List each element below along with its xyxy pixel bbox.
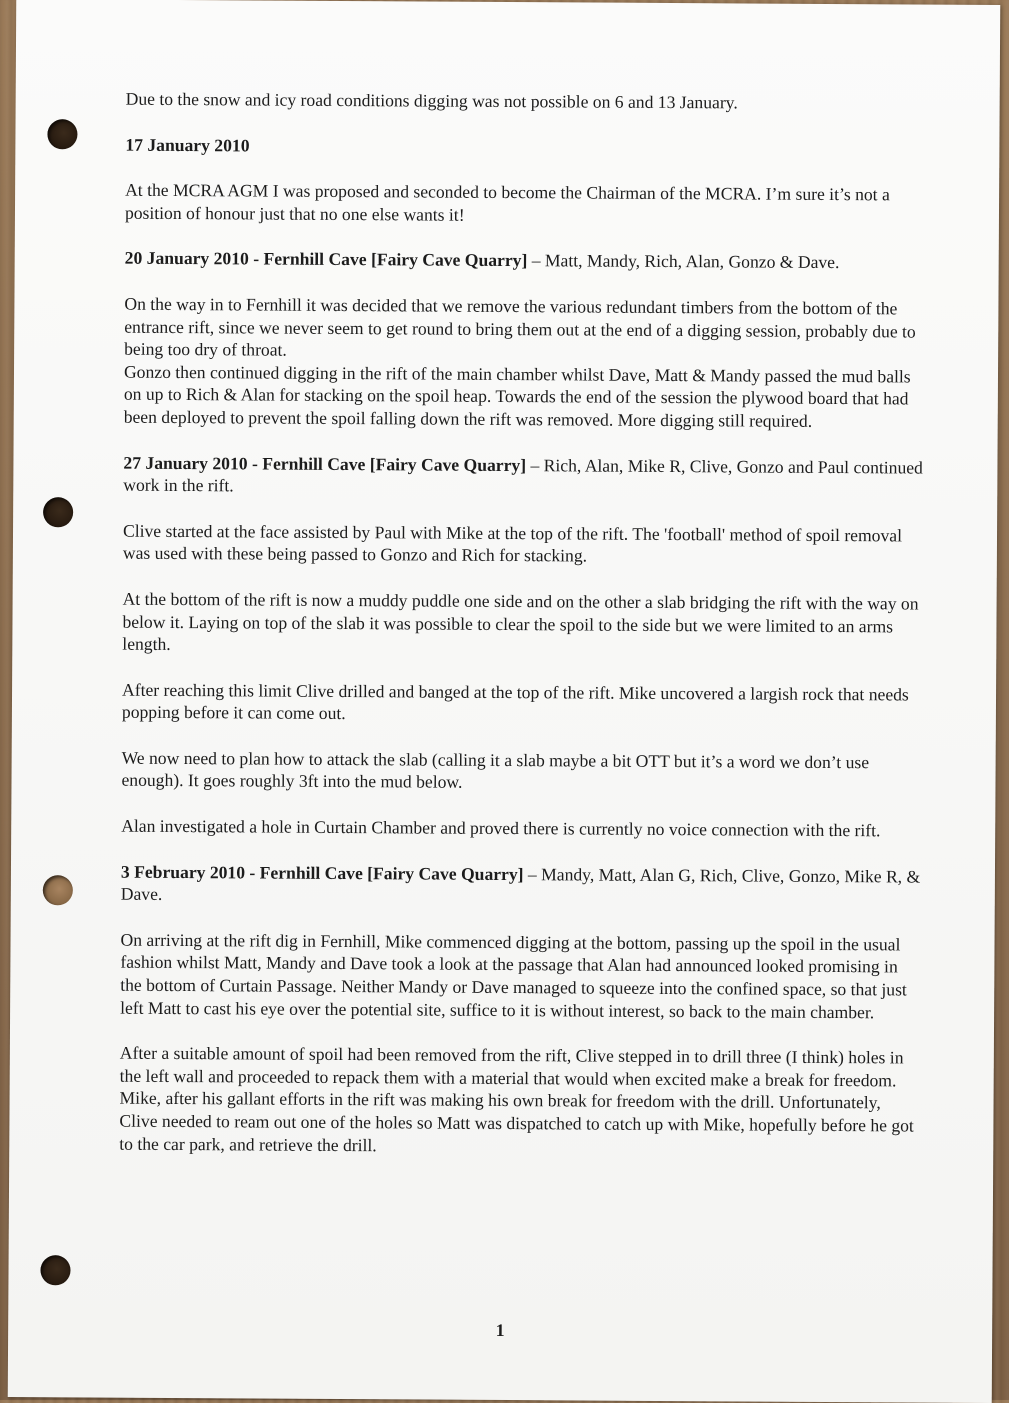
punch-hole-1 — [47, 119, 77, 149]
entry-27-jan-paragraph-4: We now need to plan how to attack the slab (calling it a slab maybe a bit OTT but it’s a word we don’t use enough). It goes roughly 3ft into the mud below. — [121, 747, 870, 793]
page-number: 1 — [495, 1319, 505, 1341]
entry-20-jan-title: 20 January 2010 - Fernhill Cave [Fairy Cave Quarry] — [124, 248, 528, 271]
entry-heading-3-feb — [121, 860, 921, 910]
entry-20-jan-paragraph-2: Gonzo then continued digging in the rift of the main chamber whilst Dave, Matt & Mandy passed the mud balls on up to Rich & Alan for stacking on the spoil heap. Towards the end of the session the plywood board that had been deployed to prevent the spoil falling down the rift was removed. More digging still required. — [123, 361, 911, 431]
entry-heading-17-jan: 17 January 2010 — [125, 134, 250, 156]
entry-3-feb-title: 3 February 2010 - Fernhill Cave [Fairy Cave Quarry] — [120, 861, 524, 884]
entry-heading-27-jan — [123, 451, 923, 501]
document-body — [119, 88, 926, 1183]
punch-hole-4 — [40, 1255, 70, 1285]
entry-27-jan-paragraph-5: Alan investigated a hole in Curtain Chamber and proved there is currently no voice connection with the rift. — [121, 815, 881, 841]
paper-page — [8, 0, 1001, 1403]
entry-27-jan-title: 27 January 2010 - Fernhill Cave [Fairy Cave Quarry] — [123, 452, 527, 475]
entry-20-jan-attendees: – Matt, Mandy, Rich, Alan, Gonzo & Dave. — [527, 250, 840, 273]
entry-17-jan-paragraph: At the MCRA AGM I was proposed and seconded to become the Chairman of the MCRA. I’m sure it’s not a position of honour just that no one else wants it! — [124, 179, 890, 225]
punch-hole-2 — [43, 497, 73, 527]
intro-paragraph: Due to the snow and icy road conditions digging was not possible on 6 and 13 January. — [125, 88, 738, 113]
entry-heading-20-jan — [125, 247, 925, 274]
entry-3-feb-paragraph-2: After a suitable amount of spoil had been removed from the rift, Clive stepped in to drill three (I think) holes in the left wall and proceeded to repack them with a material that would when excited make a break for freedom. Mike, after his gallant efforts in the rift was making his own break for freedom with the drill. Unfortunately, Clive needed to ream out one of the holes so Matt was dispatched to catch up with Mike, hopefully before he got to the car park, and retrieve the drill. — [119, 1042, 914, 1155]
entry-27-jan-paragraph-1: Clive started at the face assisted by Paul with Mike at the top of the rift. The 'football' method of spoil removal was used with these being passed to Gonzo and Rich for stacking. — [122, 520, 903, 566]
punch-hole-3 — [43, 875, 73, 905]
entry-27-jan-paragraph-2: At the bottom of the rift is now a muddy puddle one side and on the other a slab bridging the rift with the way on below it. Laying on top of the slab it was possible to clear the spoil to the side but we were limited to an arms length. — [122, 588, 919, 655]
entry-20-jan-paragraph-1: On the way in to Fernhill it was decided that we remove the various redundant timbers from the bottom of the entrance rift, since we never seem to get round to bring them out at the end of a digging session, probably due to being too dry of throat. — [124, 293, 916, 360]
entry-27-jan-attendees: – Rich, Alan, Mike R, Clive, Gonzo and Paul continued work in the rift. — [123, 454, 923, 496]
entry-3-feb-paragraph-1: On arriving at the rift dig in Fernhill, Mike commenced digging at the bottom, passing up the spoil in the usual fashion whilst Matt, Mandy and Dave took a look at the passage that Alan had announced looked promising in the bottom of Curtain Passage. Neither Mandy or Dave managed to squeeze into the confined space, so that just left Matt to cast his eye over the potential site, suffice to it is without interest, so back to the main chamber. — [120, 929, 907, 1022]
entry-27-jan-paragraph-3: After reaching this limit Clive drilled and banged at the top of the rift. Mike uncovered a largish rock that needs popping before it can come out. — [121, 679, 909, 724]
entry-3-feb-attendees: – Mandy, Matt, Alan G, Rich, Clive, Gonzo, Mike R, & Dave. — [120, 863, 921, 905]
